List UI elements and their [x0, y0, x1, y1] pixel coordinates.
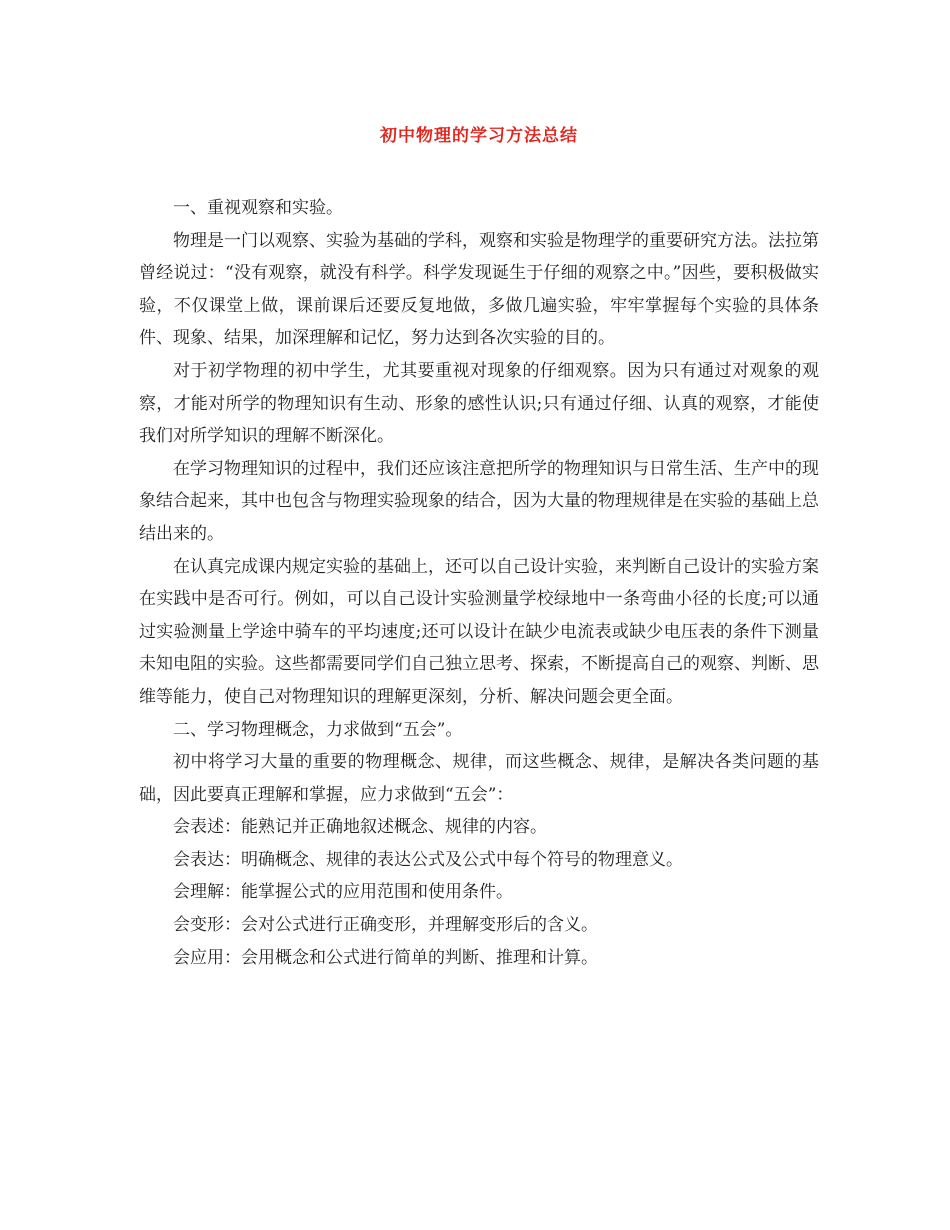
document-title: 初中物理的学习方法总结: [380, 126, 578, 146]
paragraph-heading-2: 二、学习物理概念，力求做到“五会”。: [173, 719, 463, 740]
list-item-biaoshu: 会表述：能熟记并正确地叙述概念、规律的内容。: [173, 817, 547, 838]
paragraph-heading-1: 一、重视观察和实验。: [173, 198, 343, 218]
list-item-bianxing: 会变形：会对公式进行正确变形，并理解变形后的含义。: [173, 915, 598, 936]
paragraph: 在学习物理知识的过程中，我们还应该注意把所学的物理知识与日常生活、生产中的现象结合起来，其中也包含与物理实验现象的结合，因为大量的物理规律是在实验的基础上总结出来的。: [139, 458, 819, 544]
paragraph: 初中将学习大量的重要的物理概念、规律，而这些概念、规律，是解决各类问题的基础，因此要真正理解和掌握，应力求做到“五会”：: [139, 752, 819, 805]
paragraph: 在认真完成课内规定实验的基础上，还可以自己设计实验，来判断自己设计的实验方案在实践中是否可行。例如，可以自己设计实验测量学校绿地中一条弯曲小径的长度;可以通过实验测量上学途中骑车的平均速度;还可以设计在缺少电流表或缺少电压表的条件下测量未知电阻的实验。这些都需要同学们自己独立思考、探索，不断提高自己的观察、判断、思维等能力，使自己对物理知识的理解更深刻，分析、解决问题会更全面。: [139, 556, 819, 707]
paragraph: 物理是一门以观察、实验为基础的学科，观察和实验是物理学的重要研究方法。法拉第曾经说过：“没有观察，就没有科学。科学发现诞生于仔细的观察之中。”因些，要积极做实验，不仅课堂上做，课前课后还要反复地做，多做几遍实验，牢牢掌握每个实验的具体条件、现象、结果，加深理解和记忆，努力达到各次实验的目的。: [139, 230, 819, 349]
list-item-yingyong: 会应用：会用概念和公式进行简单的判断、推理和计算。: [173, 947, 598, 968]
document-body: [139, 192, 819, 974]
list-item-lijie: 会理解：能掌握公式的应用范围和使用条件。: [173, 882, 513, 903]
list-item-biaoda: 会表达：明确概念、规律的表达公式及公式中每个符号的物理意义。: [173, 849, 683, 870]
paragraph: 对于初学物理的初中学生，尤其要重视对现象的仔细观察。因为只有通过对观象的观察，才能对所学的物理知识有生动、形象的感性认识;只有通过仔细、认真的观察，才能使我们对所学知识的理解不断深化。: [139, 360, 819, 447]
